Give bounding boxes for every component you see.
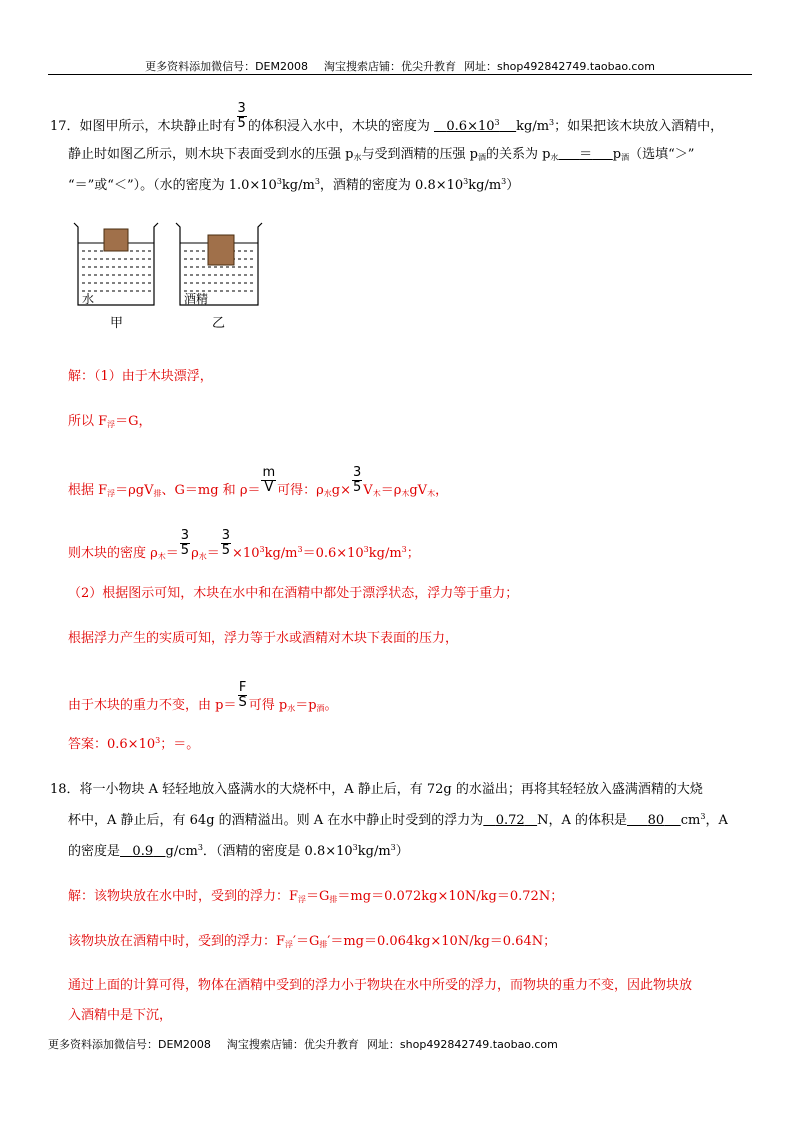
sol18-line-4: 入酒精中是下沉， [68, 1008, 173, 1023]
q17-answer-density: $0.6\times 10^3$ [446, 118, 500, 134]
q18-line-1: 18．将一小物块 A 轻轻地放入盛满水的大烧杯中，A 静止后，有 72g 的水溢出；再将其轻轻放入盛满酒精的大烧 [50, 782, 703, 797]
sol17-line-4: 则木块的密度 $\rho_木=$ $\frac{3}{5}$ $\rho_水=$ $\frac{3}{5}$ $\times 10^3kg/m^3=0.6\times 10^3kg/m^3$； [68, 528, 420, 561]
page-header [0, 58, 800, 74]
sol18-line-1: 解：该物块放在水中时，受到的浮力：$F_浮=G_排=mg=0.072kg\times 10N/kg=0.72N$； [68, 889, 564, 904]
sol17-line-7: 由于木块的重力不变，由 p＝ $\frac{F}{S}$ 可得 $p_水=p_酒$。 [68, 680, 338, 713]
header-divider [48, 74, 752, 75]
q18-answer-buoyancy: 0.72 [495, 813, 525, 828]
header-wechat: 更多资料添加微信号：DEM2008 [145, 60, 308, 73]
label-jia: 甲 [110, 316, 124, 331]
header-shop: 淘宝搜索店铺：优尖升教育 [323, 60, 456, 73]
footer-shop: 淘宝搜索店铺：优尖升教育 [226, 1038, 359, 1051]
footer-wechat: 更多资料添加微信号：DEM2008 [48, 1038, 211, 1051]
beaker-water [74, 223, 158, 331]
sol18-line-2: 该物块放在酒精中时，受到的浮力：$F_浮'=G_排'=mg=0.064kg\times 10N/kg=0.64N$； [68, 934, 557, 949]
sol17-line-5: （2）根据图示可知，木块在水中和在酒精中都处于漂浮状态，浮力等于重力； [68, 586, 519, 601]
q17-line-2: 静止时如图乙所示，则木块下表面受到水的压强 $p_水$与受到酒精的压强 $p_酒$的关系为 $p_水$ ＝ $p_酒$（选填“＞” [68, 147, 695, 162]
fraction-3-5: $\frac{3}{5}$ [237, 101, 246, 131]
q17-line-1: 17．如图甲所示，木块静止时有 $\frac{3}{5}$ 的体积浸入水中，木块的密度为 $0.6\times 10^3$ $kg/m^3$；如果把该木块放入酒精中， [50, 101, 724, 134]
sol17-line-2: 所以 $F_浮=G$， [68, 414, 152, 429]
q17-answer-compare: ＝ [579, 147, 593, 162]
label-alcohol: 酒精 [184, 292, 209, 306]
q18-line-2: 杯中，A 静止后，有 64g 的酒精溢出。则 A 在水中静止时受到的浮力为 0.72 N，A 的体积是 80 $cm^3$，A [68, 812, 728, 828]
label-yi: 乙 [212, 316, 226, 331]
sol17-answer: 答案：$0.6\times 10^3$；＝。 [68, 736, 200, 752]
q18-line-3: 的密度是 0.9 $g/cm^3$．（酒精的密度是 $0.8\times 10^3kg/m^3$） [68, 843, 409, 859]
sol18-line-3: 通过上面的计算可得，物体在酒精中受到的浮力小于物块在水中所受的浮力，而物块的重力不变，因此物块放 [68, 978, 693, 993]
label-water: 水 [82, 292, 95, 306]
beaker-alcohol [176, 223, 262, 331]
beakers-figure [70, 215, 270, 339]
header-url: 网址：shop492842749.taobao.com [463, 60, 655, 73]
q18-answer-volume: 80 [647, 813, 665, 828]
q17-line-3: “＝”或“＜”）。（水的密度为 $1.0\times 10^3kg/m^3$，酒精的密度为 $0.8\times 10^3kg/m^3$） [68, 177, 520, 193]
page-footer [48, 1036, 558, 1052]
sol17-line-6: 根据浮力产生的实质可知，浮力等于水或酒精对木块下表面的压力， [68, 631, 459, 646]
sol17-line-1: 解：（1）由于木块漂浮， [68, 369, 213, 384]
q18-answer-density: 0.9 [132, 844, 154, 859]
sol17-line-3: 根据 $F_浮=\rho gV_排$、G＝mg 和 ρ＝ $\frac{m}{V}$ 可得：$\rho_水g\times$ $\frac{3}{5}$ $V_木=\rho_木gV_木$， [68, 465, 449, 498]
footer-url: 网址：shop492842749.taobao.com [366, 1038, 558, 1051]
